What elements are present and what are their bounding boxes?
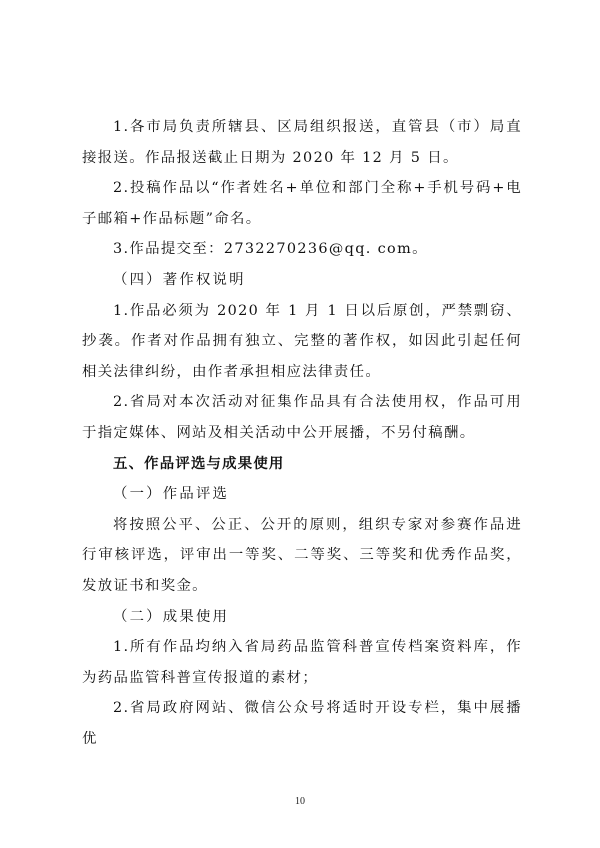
paragraph-originality: 1.作品必须为 2020 年 1 月 1 日以后原创，严禁剽窃、抄袭。作者对作品拥有独立、完整的著作权，如因此引起任何相关法律纠纷，由作者承担相应法律责任。 [82, 302, 522, 380]
paragraph-submit-email: 3.作品提交至：2732270236@qq. com。 [113, 241, 428, 258]
paragraph-evaluation-principles: 将按照公平、公正、公开的原则，组织专家对参赛作品进行审核评选，评审出一等奖、二等奖、三等奖和优秀作品奖，发放证书和奖金。 [82, 516, 522, 594]
subheading-copyright: （四）著作权说明 [113, 271, 246, 288]
document-body [82, 112, 522, 754]
paragraph-usage-rights: 2.省局对本次活动对征集作品具有合法使用权，作品可用于指定媒体、网站及相关活动中公开展播，不另付稿酬。 [82, 394, 522, 441]
paragraph-website-column: 2.省局政府网站、微信公众号将适时开设专栏，集中展播优 [82, 700, 522, 747]
subheading-evaluation: （一）作品评选 [113, 486, 230, 503]
page-number: 10 [295, 796, 305, 807]
subheading-results-use: （二）成果使用 [113, 608, 230, 625]
paragraph-file-naming: 2.投稿作品以“作者姓名+单位和部门全称+手机号码+电子邮箱+作品标题”命名。 [82, 180, 522, 227]
paragraph-submission-method: 1.各市局负责所辖县、区局组织报送，直管县（市）局直接报送。作品报送截止日期为 2020 年 12 月 5 日。 [82, 119, 522, 166]
paragraph-archive: 1.所有作品均纳入省局药品监管科普宣传档案资料库，作为药品监管科普宣传报道的素材； [82, 639, 522, 686]
section-heading-evaluation: 五、作品评选与成果使用 [113, 455, 285, 472]
